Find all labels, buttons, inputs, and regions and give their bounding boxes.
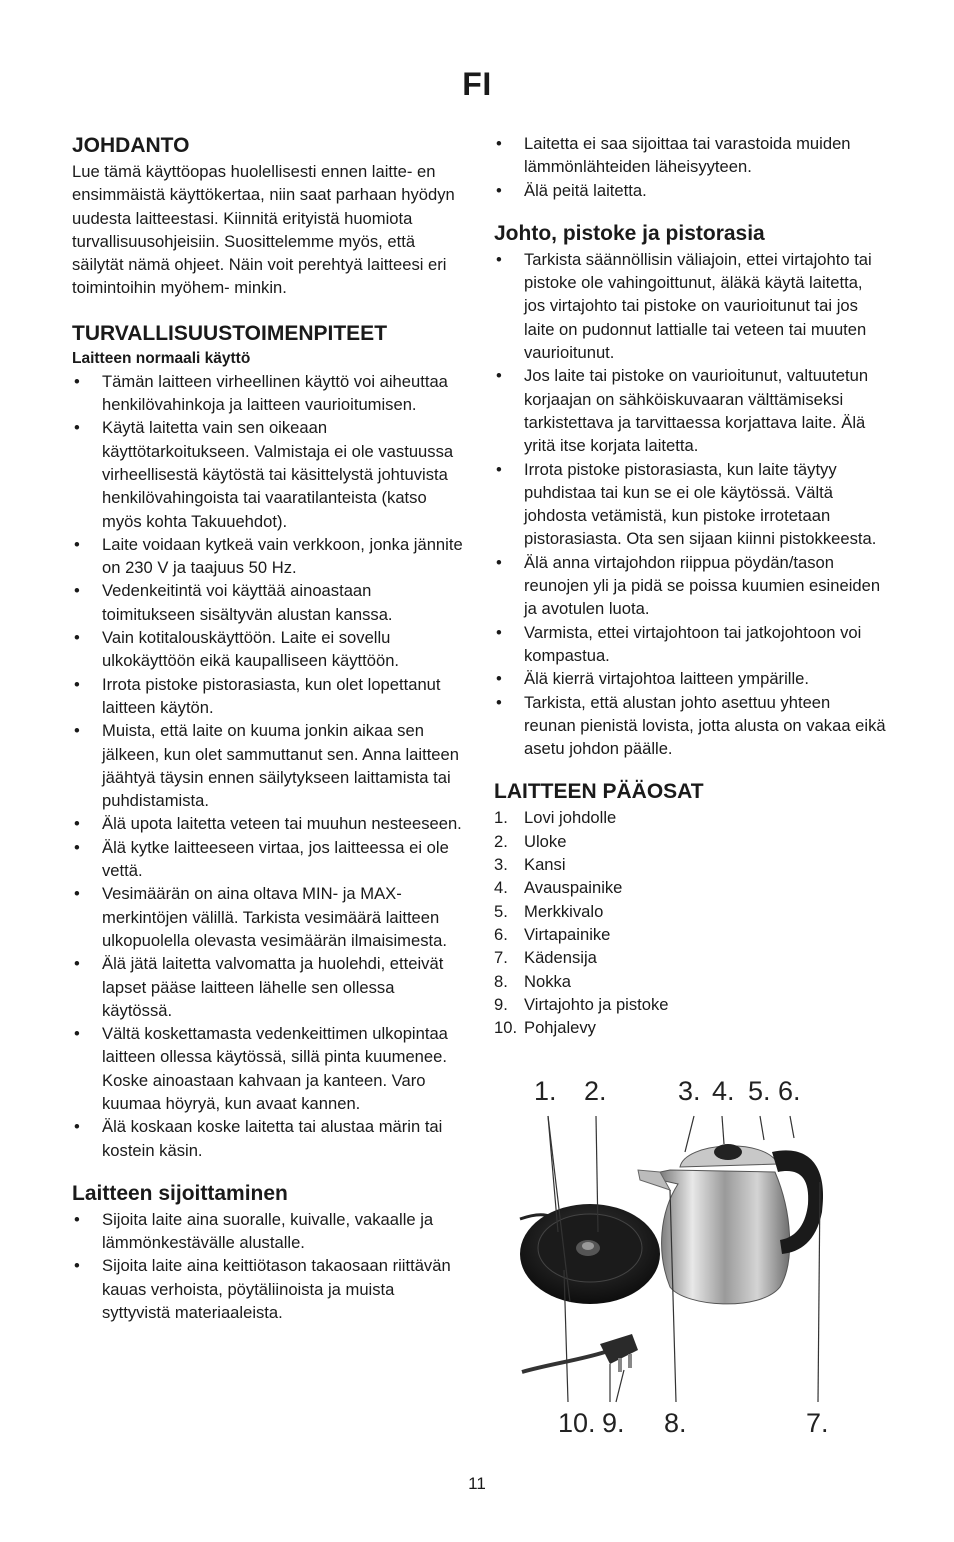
list-item: • Vältä koskettamasta vedenkeittimen ulkopintaa laitteen ollessa käytössä, sillä pinta kuumenee. Koske ainoastaan kahvaan ja kanteen. Varo kuumaa höyryä, kun avaat kannen. — [72, 1022, 464, 1115]
list-item: • Sijoita laite aina keittiötason takaosaan riittävän kauas verhoista, pöytäliinoista ja muista syttyvistä materiaaleista. — [72, 1254, 464, 1324]
parts-heading: LAITTEEN PÄÄOSAT — [494, 780, 704, 804]
list-item: • Muista, että laite on kuuma jonkin aikaa sen jälkeen, kun olet sammuttanut sen. Anna laitteen jäähtyä täysin ennen säilytykseen laittamista tai puhdistamista. — [72, 719, 464, 812]
figure-label-10: 10. — [558, 1408, 596, 1438]
list-item: • Vesimäärän on aina oltava MIN- ja MAX- merkintöjen välillä. Tarkista vesimäärä laitteen ulkopuolella olevasta vesimäärän ilmaisimesta. — [72, 882, 464, 952]
cord-list — [494, 248, 886, 761]
list-item: • Älä kytke laitteeseen virtaa, jos laitteessa ei ole vettä. — [72, 836, 464, 883]
page-number: 11 — [468, 1474, 486, 1493]
figure-label-3: 3. — [678, 1076, 701, 1106]
intro-heading: JOHDANTO — [72, 134, 190, 157]
list-item: • Laitetta ei saa sijoittaa tai varastoida muiden lämmönlähteiden läheisyyteen. — [494, 132, 886, 179]
figure-label-5: 5. — [748, 1076, 771, 1106]
figure-label-4: 4. — [712, 1076, 735, 1106]
part-item: 6. Virtapainike — [494, 924, 611, 944]
figure-label-1: 1. — [534, 1076, 557, 1106]
list-item: • Sijoita laite aina suoralle, kuivalle, vakaalle ja lämmönkestävälle alustalle. — [72, 1208, 464, 1255]
list-item: • Älä jätä laitetta valvomatta ja huolehdi, etteivät lapset pääse laitteen lähelle sen ollessa käytössä. — [72, 952, 464, 1022]
placement-heading: Laitteen sijoittaminen — [72, 1181, 288, 1205]
list-item: • Vedenkeitintä voi käyttää ainoastaan toimitukseen sisältyvän alustan kanssa. — [72, 579, 464, 626]
list-item: • Käytä laitetta vain sen oikeaan käyttötarkoitukseen. Valmistaja ei ole vastuussa virheellisestä käytöstä tai käsittelystä johtuvista henkilövahingoista tai vaaratilanteista (katso myös kohta Takuuehdot). — [72, 416, 464, 532]
part-item: 4. Avauspainike — [494, 878, 623, 898]
part-item: 3. Kansi — [494, 855, 566, 875]
part-item: 8. Nokka — [494, 971, 572, 991]
list-item: • Laite voidaan kytkeä vain verkkoon, jonka jännite on 230 V ja taajuus 50 Hz. — [72, 533, 464, 580]
list-item: • Jos laite tai pistoke on vaurioitunut, valtuutetun korjaajan on sähköiskuvaaran välttämiseksi tarkistettava ja tarvittaessa korjattava laite. Älä yritä itse korjata laitetta. — [494, 364, 886, 457]
part-item: 9. Virtajohto ja pistoke — [494, 994, 669, 1014]
figure-label-8: 8. — [664, 1408, 687, 1438]
kettle-parts-figure — [510, 1072, 840, 1452]
list-item: • Tämän laitteen virheellinen käyttö voi aiheuttaa henkilövahinkoja ja laitteen vaurioitumisen. — [72, 370, 464, 417]
kettle-illustration — [510, 1072, 840, 1452]
right-column — [494, 132, 886, 1039]
left-column — [72, 132, 464, 1324]
figure-label-9: 9. — [602, 1408, 625, 1438]
intro-paragraph: Lue tämä käyttöopas huolellisesti ennen laitte- en ensimmäistä käyttökertaa, niin saat parhaan hyödyn uudesta laitteestasi. Kiinnitä erityistä huomiota turvallisuusohjeisiin. Suosittelemme myös, että säilytät nämä ohjeet. Näin voit perehtyä laitteesi eri toimintoihin myöhem- minkin. — [72, 162, 455, 298]
list-item: • Irrota pistoke pistorasiasta, kun olet lopettanut laitteen käytön. — [72, 673, 464, 720]
list-item: • Älä peitä laitetta. — [494, 179, 886, 202]
figure-label-2: 2. — [584, 1076, 607, 1106]
placement-list-continued — [494, 132, 886, 202]
normal-use-subheading: Laitteen normaali käyttö — [72, 349, 251, 367]
figure-label-7: 7. — [806, 1408, 829, 1438]
placement-list — [72, 1208, 464, 1324]
list-item: • Älä koskaan koske laitetta tai alustaa märin tai kostein käsin. — [72, 1115, 464, 1162]
list-item: • Tarkista, että alustan johto asettuu yhteen reunan pienistä lovista, jotta alusta on vakaa eikä asetu johdon päälle. — [494, 691, 886, 761]
cord-heading: Johto, pistoke ja pistorasia — [494, 221, 765, 245]
safety-heading: TURVALLISUUSTOIMENPITEET — [72, 321, 388, 345]
parts-list — [494, 806, 886, 1039]
normal-use-list — [72, 370, 464, 1162]
list-item: • Varmista, ettei virtajohtoon tai jatkojohtoon voi kompastua. — [494, 621, 886, 668]
language-code: FI — [462, 66, 492, 102]
figure-label-6: 6. — [778, 1076, 801, 1106]
part-item: 5. Merkkivalo — [494, 901, 604, 921]
list-item: • Tarkista säännöllisin väliajoin, ettei virtajohto tai pistoke ole vahingoittunut, äläkä käytä laitetta, jos virtajohto tai pistoke on vaurioitunut tai jos laite on pudonnut lattialle tai veteen tai muuten vaurioitunut. — [494, 248, 886, 364]
part-item: 1. Lovi johdolle — [494, 808, 617, 828]
list-item: • Irrota pistoke pistorasiasta, kun laite täytyy puhdistaa tai kun se ei ole käytössä. Vältä johdosta vetämistä, kun pistoke irrotetaan pistorasiasta. Ota sen sijaan kiinni pistokkeesta. — [494, 458, 886, 551]
list-item: • Älä anna virtajohdon riippua pöydän/tason reunojen yli ja pidä se poissa kuumien esineiden ja avotulen luota. — [494, 551, 886, 621]
part-item: 10. Pohjalevy — [494, 1018, 596, 1038]
list-item: • Älä upota laitetta veteen tai muuhun nesteeseen. — [72, 812, 464, 835]
part-item: 2. Uloke — [494, 831, 567, 851]
list-item: • Älä kierrä virtajohtoa laitteen ympärille. — [494, 667, 886, 690]
list-item: • Vain kotitalouskäyttöön. Laite ei sovellu ulkokäyttöön eikä kaupalliseen käyttöön. — [72, 626, 464, 673]
part-item: 7. Kädensija — [494, 948, 597, 968]
